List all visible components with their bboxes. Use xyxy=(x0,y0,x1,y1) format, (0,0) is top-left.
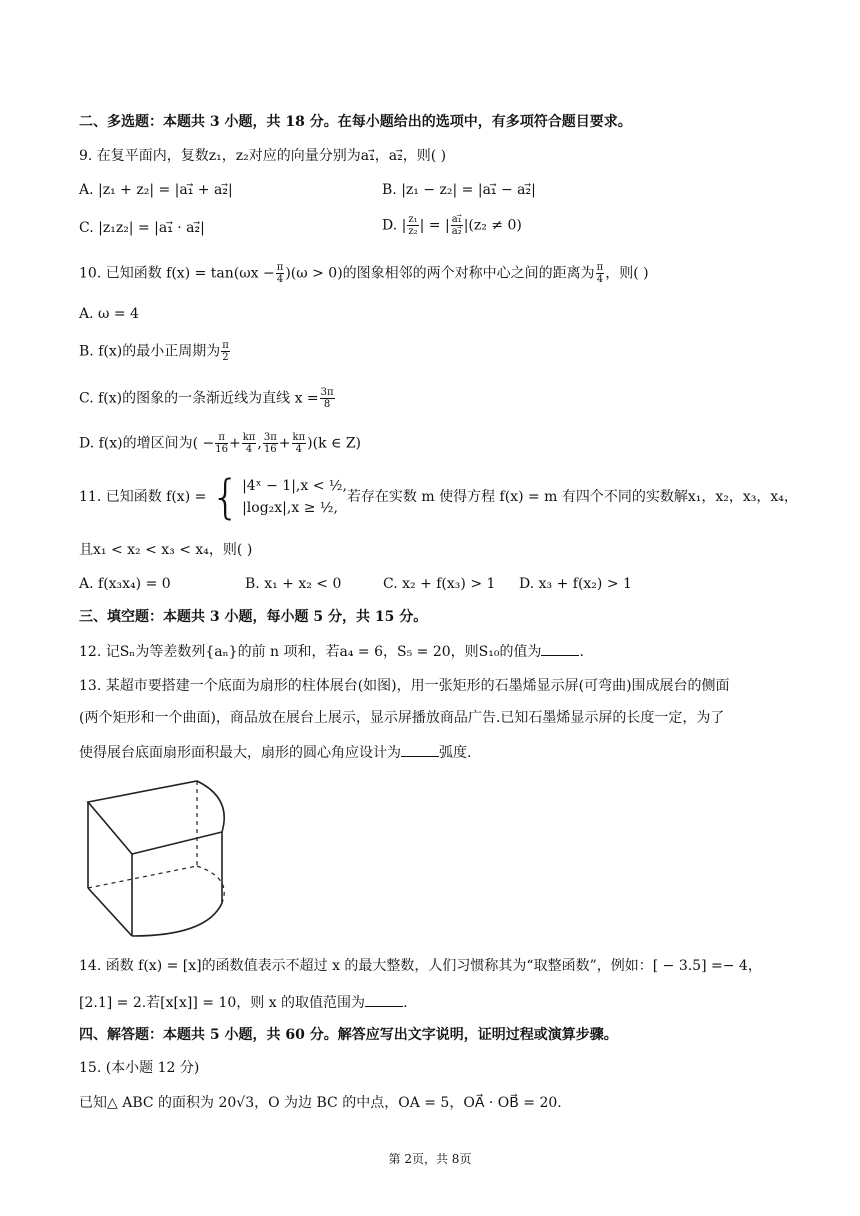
fraction: $\frac{3\pi}{8}$ xyxy=(320,387,334,410)
question-15-stem: 已知△ ABC 的面积为 20√3，O 为边 BC 的中点，OA = 5，OA⃗ · OB⃗ = 20. xyxy=(79,1095,562,1111)
question-11-option-a: A. f(x₃x₄) = 0 xyxy=(79,576,171,592)
question-10-option-a: A. ω = 4 xyxy=(79,306,139,322)
section-heading-multiple-choice: 二、多选题：本题共 3 小题，共 18 分。在每小题给出的选项中，有多项符合题目要求。 xyxy=(79,114,632,130)
question-13-line-3: 使得展台底面扇形面积最大，扇形的圆心角应设计为 弧度. xyxy=(79,742,471,763)
question-9-option-d: D. | $\frac{\text{z₁}}{\text{z₂}}$ | = | $\frac{\text{a₁⃗}}{\text{a₂⃗}}$ |(z₂ ≠ 0) xyxy=(382,214,522,237)
question-14-line-1: 14. 函数 f(x) = [x]的函数值表示不超过 x 的最大整数，人们习惯称其为“取整函数”，例如：[ − 3.5] =− 4， xyxy=(79,958,762,974)
question-13-line-1: 13. 某超市要搭建一个底面为扇形的柱体展台(如图)，用一张矩形的石墨烯显示屏(可弯曲)围成展台的侧面 xyxy=(79,678,730,694)
answer-blank xyxy=(541,641,579,656)
answer-blank xyxy=(365,992,403,1007)
left-brace-icon: { xyxy=(210,470,241,524)
question-13-line-2: (两个矩形和一个曲面)，商品放在展台上展示，显示屏播放商品广告.已知石墨烯显示屏的长度一定，为了 xyxy=(79,710,725,726)
question-10-stem: 10. 已知函数 f(x) = tan(ωx − $\frac{\pi}{4}$ )(ω > 0)的图象相邻的两个对称中心之间的距离为 $\frac{\pi}{4}$ ，则( ) xyxy=(79,262,649,285)
fraction: $\frac{\pi}{2}$ xyxy=(222,340,229,363)
question-9-stem: 9. 在复平面内，复数z₁，z₂对应的向量分别为a₁⃗，a₂⃗，则( ) xyxy=(79,148,447,164)
fraction: $\frac{\pi}{4}$ xyxy=(276,262,284,285)
question-10-option-b: B. f(x)的最小正周期为 $\frac{\pi}{2}$ xyxy=(79,340,229,363)
question-11-stem: 11. 已知函数 f(x) = { |4ˣ − 1|,x < ½, |log₂x|,x ≥ ½, 若存在实数 m 使得方程 f(x) = m 有四个不同的实数解x₁，x₂，x₃，x₄， xyxy=(79,470,798,524)
fraction: $\frac{\text{a₁⃗}}{\text{a₂⃗}}$ xyxy=(451,214,462,237)
question-10-option-c: C. f(x)的图象的一条渐近线为直线 x = $\frac{3\pi}{8}$ xyxy=(79,387,334,410)
question-10-option-d: D. f(x)的增区间为( − $\frac{\pi}{16}$ + $\frac{k\pi}{4}$ , $\frac{3\pi}{16}$ + $\frac{k\pi}{4}$ )(k ∈ Z) xyxy=(79,432,362,455)
question-15-title: 15. (本小题 12 分) xyxy=(79,1060,200,1076)
section-heading-fill-in: 三、填空题：本题共 3 小题，每小题 5 分，共 15 分。 xyxy=(79,609,428,625)
question-12-stem: 12. 记Sₙ为等差数列{aₙ}的前 n 项和，若a₄ = 6，S₅ = 20，则S₁₀的值为 . xyxy=(79,641,584,662)
answer-blank xyxy=(401,742,439,757)
question-11-option-c: C. x₂ + f(x₃) > 1 xyxy=(383,576,496,592)
piecewise-function: { |4ˣ − 1|,x < ½, |log₂x|,x ≥ ½, xyxy=(210,470,347,524)
question-9-option-c: C. |z₁z₂| = |a₁⃗ · a₂⃗| xyxy=(79,220,205,236)
section-heading-solutions: 四、解答题：本题共 5 小题，共 60 分。解答应写出文字说明，证明过程或演算步骤。 xyxy=(79,1027,618,1043)
question-11-stem-continued: 且x₁ < x₂ < x₃ < x₄，则( ) xyxy=(79,542,253,558)
fraction: $\frac{\text{z₁}}{\text{z₂}}$ xyxy=(408,214,418,237)
fraction: $\frac{\pi}{4}$ xyxy=(596,262,604,285)
question-9-option-a: A. |z₁ + z₂| = |a₁⃗ + a₂⃗| xyxy=(79,182,233,198)
question-11-option-b: B. x₁ + x₂ < 0 xyxy=(245,576,342,592)
sector-prism-figure xyxy=(82,778,252,940)
question-9-option-b: B. |z₁ − z₂| = |a₁⃗ − a₂⃗| xyxy=(382,182,536,198)
question-14-line-2: [2.1] = 2.若[x[x]] = 10，则 x 的取值范围为 . xyxy=(79,992,408,1013)
question-11-option-d: D. x₃ + f(x₂) > 1 xyxy=(519,576,632,592)
page-number: 第 2页，共 8页 xyxy=(388,1152,472,1166)
